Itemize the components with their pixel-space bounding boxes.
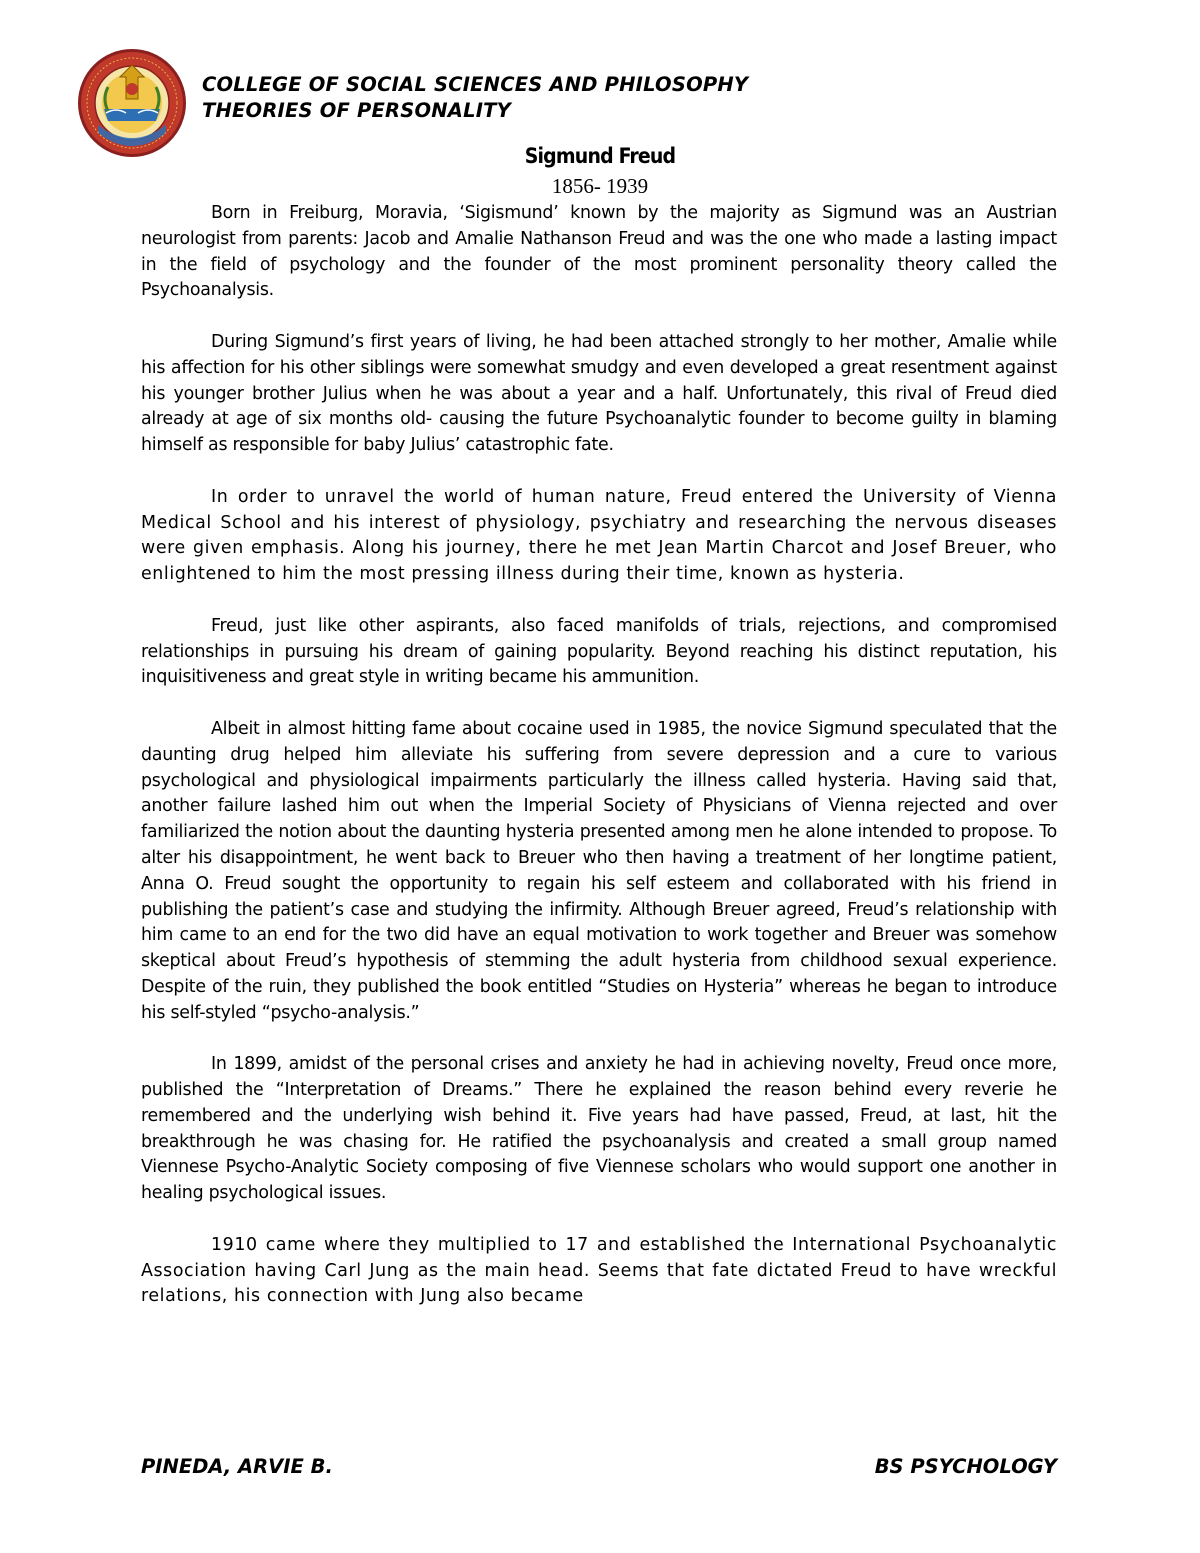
paragraph-4: Freud, just like other aspirants, also faced manifolds of trials, rejections, and compromised relationships in pursuing his dream of gaining popularity. Beyond reaching his distinct reputation, his inquisitiveness and great style in writing became his ammunition. [141,615,1057,688]
paragraph-1: Born in Freiburg, Moravia, ‘Sigismund’ known by the majority as Sigmund was an Austrian neurologist from parents: Jacob and Amalie Nathanson Freud and was the one who made a lasting impact in the field of psychology and the founder of the most prominent personality theory called the Psychoanalysis. [141,203,1057,301]
course-name: THEORIES OF PERSONALITY [202,99,511,122]
document-body [141,201,1057,1310]
college-seal-logo [76,47,188,159]
program-name: BS PSYCHOLOGY [874,1455,1057,1478]
paragraph-6: In 1899, amidst of the personal crises and anxiety he had in achieving novelty, Freud once more, published the “Interpretation of Dreams.” There he explained the reason behind every reverie he remembered and the underlying wish behind it. Five years had have passed, Freud, at last, hit the breakthrough he was chasing for. He ratified the psychoanalysis and created a small group named Viennese Psycho-Analytic Society composing of five Viennese scholars who would support one another in healing psychological issues. [141,1054,1057,1204]
paragraph-7: 1910 came where they multiplied to 17 and established the International Psychoanalytic Association having Carl Jung as the main head. Seems that fate dictated Freud to have wreckful relations, his connection with Jung also became [141,1234,1057,1307]
paragraph-5: Albeit in almost hitting fame about cocaine used in 1985, the novice Sigmund speculated that the daunting drug helped him alleviate his suffering from severe depression and a cure to various psychological and physiological impairments particularly the illness called hysteria. Having said that, another failure lashed him out when the Imperial Society of Physicians of Vienna rejected and over familiarized the notion about the daunting hysteria presented among men he alone intended to propose. To alter his disappointment, he went back to Breuer who then having a treatment of her longtime patient, Anna O. Freud sought the opportunity to regain his self esteem and collaborated with his friend in publishing the patient’s case and studying the infirmity. Although Breuer agreed, Freud’s relationship with him came to an end for the two did have an equal motivation to work together and Breuer was somehow skeptical about Freud’s hypothesis of stemming the adult hysteria from childhood sexual experience. Despite of the ruin, they published the book entitled “Studies on Hysteria” whereas he began to introduce his self-styled “psycho-analysis.” [141,718,1057,1023]
life-dates: 1856- 1939 [551,174,649,198]
college-name: COLLEGE OF SOCIAL SCIENCES AND PHILOSOPHY [202,73,749,96]
paragraph-2: During Sigmund’s first years of living, he had been attached strongly to her mother, Amalie while his affection for his other siblings were somewhat smudgy and even developed a great resentment against his younger brother Julius when he was about a year and a half. Unfortunately, this rival of Freud died already at age of six months old- causing the future Psychoanalytic founder to become guilty in blaming himself as responsible for baby Julius’ catastrophic fate. [141,331,1057,456]
author-name: PINEDA, ARVIE B. [141,1455,333,1478]
page-title: Sigmund Freud [524,144,676,168]
paragraph-3: In order to unravel the world of human nature, Freud entered the University of Vienna Medical School and his interest of physiology, psychiatry and researching the nervous diseases were given emphasis. Along his journey, there he met Jean Martin Charcot and Josef Breuer, who enlightened to him the most pressing illness during their time, known as hysteria. [141,486,1057,585]
document-header [202,72,748,124]
